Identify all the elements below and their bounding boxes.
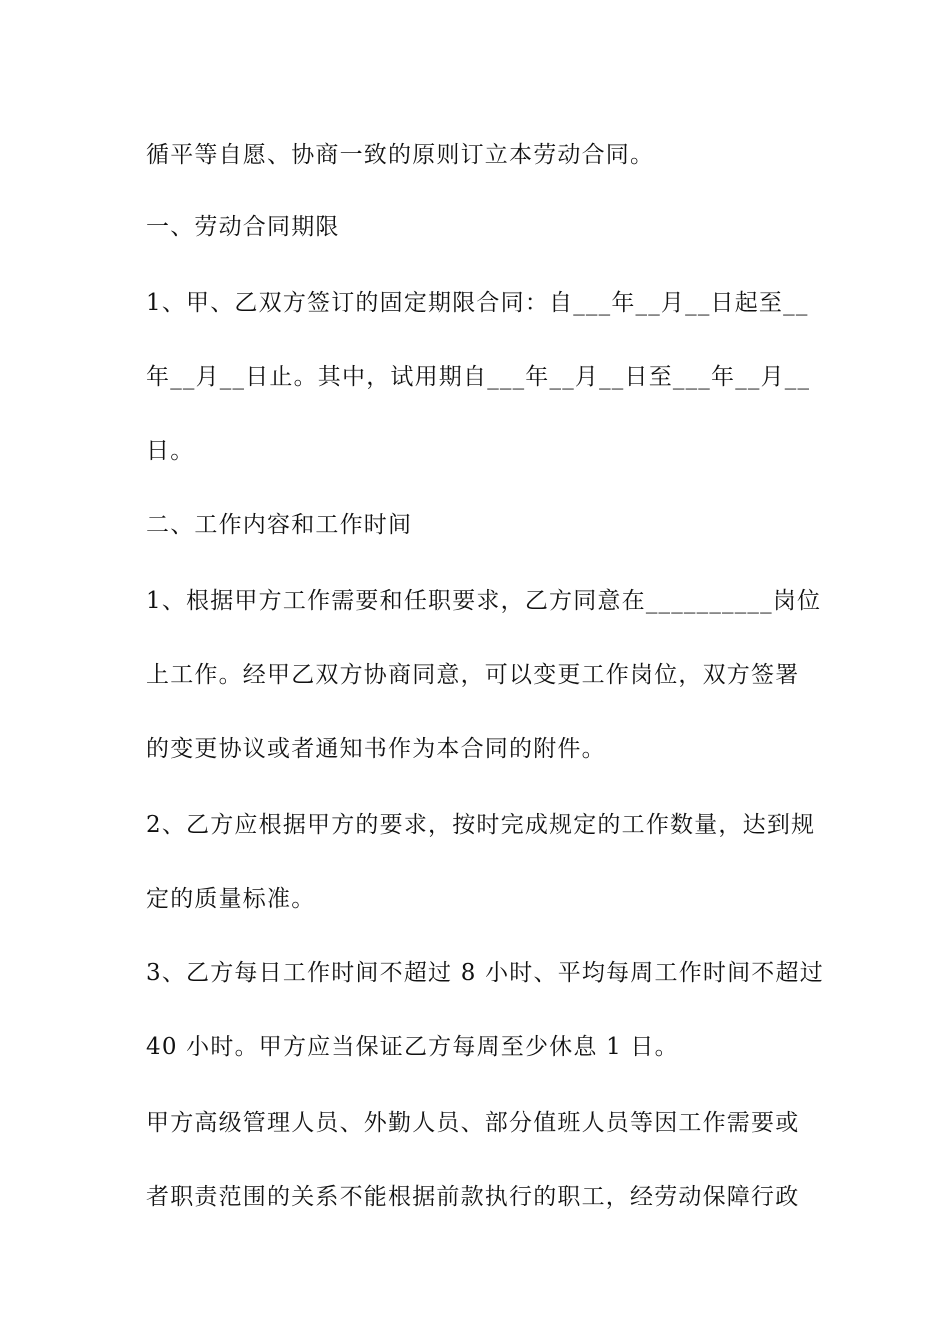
- section-heading: 二、工作内容和工作时间: [146, 512, 413, 538]
- paragraph-line: 年__月__日止。其中，试用期自___年__月__日至___年__月__: [146, 364, 811, 390]
- section-heading: 一、劳动合同期限: [146, 214, 340, 240]
- paragraph-line: 上工作。经甲乙双方协商同意，可以变更工作岗位，双方签署: [146, 662, 800, 688]
- paragraph-line: 1、甲、乙双方签订的固定期限合同：自___年__月__日起至__: [146, 290, 809, 316]
- paragraph-line: 循平等自愿、协商一致的原则订立本劳动合同。: [146, 142, 655, 168]
- paragraph-line: 定的质量标准。: [146, 886, 316, 912]
- paragraph-line: 者职责范围的关系不能根据前款执行的职工，经劳动保障行政: [146, 1184, 800, 1210]
- paragraph-line: 的变更协议或者通知书作为本合同的附件。: [146, 736, 606, 762]
- paragraph-line: 1、根据甲方工作需要和任职要求，乙方同意在__________岗位: [146, 588, 822, 614]
- paragraph-line: 2、乙方应根据甲方的要求，按时完成规定的工作数量，达到规: [146, 812, 816, 838]
- paragraph-line: 3、乙方每日工作时间不超过 8 小时、平均每周工作时间不超过: [146, 960, 824, 986]
- paragraph-line: 甲方高级管理人员、外勤人员、部分值班人员等因工作需要或: [146, 1110, 800, 1136]
- paragraph-line: 40 小时。甲方应当保证乙方每周至少休息 1 日。: [146, 1034, 679, 1060]
- paragraph-line: 日。: [146, 438, 195, 464]
